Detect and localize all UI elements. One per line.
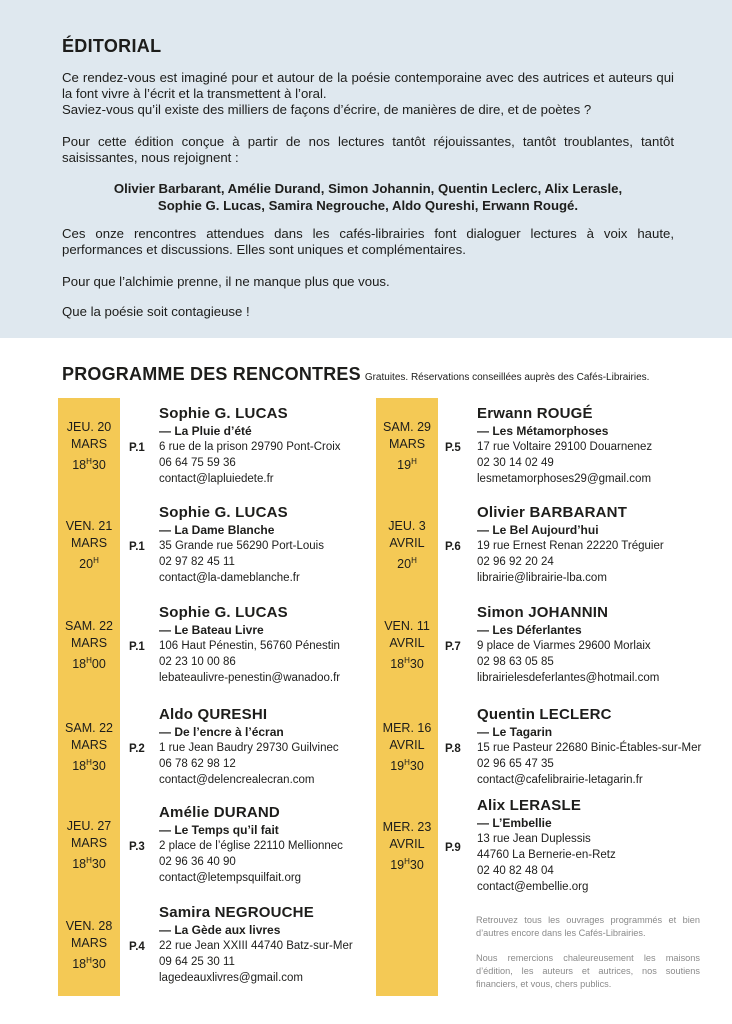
event-email: librairielesdeferlantes@hotmail.com <box>477 672 660 684</box>
event-venue: — Les Métamorphoses <box>477 424 609 438</box>
event-phone: 02 30 14 02 49 <box>477 457 554 469</box>
editorial-paragraph-1b: Saviez-vous qu’il existe des milliers de façons d’écrire, de manières de dire, et de poètes ? <box>62 102 592 117</box>
event-phone: 09 64 25 30 11 <box>159 956 235 968</box>
event-venue: — La Pluie d’été <box>159 424 252 438</box>
event-time-minutes: 30 <box>91 957 106 972</box>
event-day: VEN. 11 <box>384 619 430 633</box>
event-date <box>58 918 120 973</box>
event-page-ref: P.7 <box>445 641 461 653</box>
event-time-minutes: 30 <box>409 759 424 774</box>
event-page-ref: P.1 <box>129 641 145 653</box>
event-author: Aldo QURESHI <box>159 706 268 723</box>
event-address: 1 rue Jean Baudry 29730 Guilvinec <box>159 742 339 754</box>
event-month: MARS <box>388 437 426 451</box>
event-month: AVRIL <box>389 837 425 851</box>
event-day: SAM. 22 <box>65 721 113 735</box>
event-month: MARS <box>70 437 108 451</box>
event-time-hour: 18 <box>72 458 87 473</box>
event-time-h-marker: H <box>86 457 92 466</box>
event-author: Simon JOHANNIN <box>477 604 609 621</box>
event-time-hour: 20 <box>397 557 412 572</box>
editorial-paragraph-2: Pour cette édition conçue à partir de nos lectures tantôt réjouissantes, tantôt troublantes, tantôt saisissantes, nous rejoignent : <box>62 134 674 165</box>
event-page-ref: P.1 <box>129 442 145 454</box>
event-author: Alix LERASLE <box>477 797 582 814</box>
event-page-ref: P.5 <box>445 442 461 454</box>
event-address: 22 rue Jean XXIII 44740 Batz-sur-Mer <box>159 940 353 952</box>
event-time <box>376 853 438 874</box>
event-address: 19 rue Ernest Renan 22220 Tréguier <box>477 540 664 552</box>
event-email: contact@delencrealecran.com <box>159 774 315 786</box>
event-time-h-marker: H <box>404 758 410 767</box>
programme-subtitle: Gratuites. Réservations conseillées auprès des Cafés-Librairies. <box>364 372 650 383</box>
event-email: lebateaulivre-penestin@wanadoo.fr <box>159 672 341 684</box>
event-date <box>376 618 438 673</box>
event-time-minutes: 30 <box>409 858 424 873</box>
event-info <box>159 504 324 586</box>
event-info <box>477 706 701 788</box>
event-time <box>58 552 120 573</box>
event-venue: — La Gède aux livres <box>159 923 281 937</box>
event-day: MER. 16 <box>382 721 432 735</box>
event-address: 13 rue Jean Duplessis <box>477 833 591 845</box>
event-address: 6 rue de la prison 29790 Pont-Croix <box>159 441 341 453</box>
event-time-h-marker: H <box>86 656 92 665</box>
editorial-paragraph-4: Pour que l’alchimie prenne, il ne manque plus que vous. <box>62 274 390 289</box>
event-time-hour: 18 <box>72 857 87 872</box>
event-address: 2 place de l’église 22110 Mellionnec <box>159 840 343 852</box>
event-month: MARS <box>70 536 108 550</box>
event-info <box>159 604 340 686</box>
event-author: Erwann ROUGÉ <box>477 405 593 422</box>
event-month: MARS <box>70 936 108 950</box>
editorial-paragraph-1: Ce rendez-vous est imaginé pour et autour de la poésie contemporaine avec des autrices et auteurs qui la font vivre à l’écrit et la transmettent à l’oral. <box>62 70 674 101</box>
event-date <box>58 419 120 474</box>
event-author: Amélie DURAND <box>159 804 280 821</box>
editorial-paragraph-5: Que la poésie soit contagieuse ! <box>62 304 250 319</box>
event-date <box>376 819 438 874</box>
event-phone: 02 97 82 45 11 <box>159 556 235 568</box>
event-page-ref: P.4 <box>129 941 145 953</box>
event-author: Sophie G. LUCAS <box>159 504 288 521</box>
event-date <box>376 419 438 474</box>
event-venue: — La Dame Blanche <box>159 523 275 537</box>
event-day: JEU. 3 <box>388 519 426 533</box>
event-month: AVRIL <box>389 636 425 650</box>
event-address: 35 Grande rue 56290 Port-Louis <box>159 540 324 552</box>
event-time-hour: 19 <box>390 858 405 873</box>
event-email: librairie@librairie-lba.com <box>477 572 607 584</box>
event-email: contact@la-dameblanche.fr <box>159 572 300 584</box>
event-phone: 02 96 65 47 35 <box>477 758 554 770</box>
event-time-h-marker: H <box>93 556 99 565</box>
event-page-ref: P.1 <box>129 541 145 553</box>
event-time-h-marker: H <box>411 556 417 565</box>
event-email: contact@embellie.org <box>477 881 589 893</box>
event-address-line-2: 44760 La Bernerie-en-Retz <box>477 849 616 861</box>
note-remerciements: Nous remercions chaleureusement les maisons d’édition, les auteurs et autrices, nos soutiens financiers, et vous, chers publics. <box>476 953 700 989</box>
event-time <box>58 754 120 775</box>
event-venue: — Le Bel Aujourd’hui <box>477 523 599 537</box>
note-ouvrages: Retrouvez tous les ouvrages programmés et bien d’autres encore dans les Cafés-Librairies. <box>476 915 700 938</box>
event-email: contact@cafelibrairie-letagarin.fr <box>477 774 643 786</box>
event-time <box>58 952 120 973</box>
event-time <box>376 754 438 775</box>
event-month: AVRIL <box>389 738 425 752</box>
event-email: lagedeauxlivres@gmail.com <box>159 972 303 984</box>
editorial-title: ÉDITORIAL <box>62 36 162 56</box>
date-band-left <box>58 398 120 996</box>
event-venue: — Le Bateau Livre <box>159 623 264 637</box>
event-time-hour: 18 <box>72 657 87 672</box>
event-day: SAM. 22 <box>65 619 113 633</box>
event-day: JEU. 27 <box>66 819 112 833</box>
event-phone: 06 78 62 98 12 <box>159 758 236 770</box>
event-author: Sophie G. LUCAS <box>159 604 288 621</box>
event-phone: 02 23 10 00 86 <box>159 656 236 668</box>
event-date <box>58 720 120 775</box>
event-date <box>376 518 438 573</box>
event-time-h-marker: H <box>404 656 410 665</box>
event-page-ref: P.6 <box>445 541 461 553</box>
event-time-minutes: 30 <box>91 759 106 774</box>
event-date <box>376 720 438 775</box>
event-page-ref: P.3 <box>129 841 145 853</box>
editorial-names-line-2: Sophie G. Lucas, Samira Negrouche, Aldo Qureshi, Erwann Rougé. <box>157 198 579 213</box>
event-day: MER. 23 <box>382 820 432 834</box>
event-time <box>376 453 438 474</box>
event-phone: 02 96 92 20 24 <box>477 556 554 568</box>
event-venue: — L’Embellie <box>477 816 552 830</box>
programme-title: PROGRAMME DES RENCONTRES <box>62 364 361 384</box>
event-time-hour: 18 <box>72 957 87 972</box>
event-time-minutes: 30 <box>91 857 106 872</box>
event-time-hour: 18 <box>72 759 87 774</box>
event-author: Quentin LECLERC <box>477 706 612 723</box>
event-address: 15 rue Pasteur 22680 Binic-Étables-sur-Mer <box>477 742 702 754</box>
event-day: SAM. 29 <box>383 420 431 434</box>
event-date <box>58 618 120 673</box>
editorial-paragraph-3: Ces onze rencontres attendues dans les cafés-librairies font dialoguer lectures à voix haute, performances et discussions. Elles sont uniques et complémentaires. <box>62 226 674 257</box>
event-month: MARS <box>70 636 108 650</box>
event-time <box>376 652 438 673</box>
event-info <box>477 405 652 487</box>
event-time-minutes: 30 <box>91 458 106 473</box>
event-time-hour: 18 <box>390 657 405 672</box>
event-day: VEN. 28 <box>65 919 113 933</box>
event-venue: — Le Tagarin <box>477 725 553 739</box>
event-time <box>376 552 438 573</box>
event-time-h-marker: H <box>86 956 92 965</box>
event-page-ref: P.9 <box>445 842 461 854</box>
event-info <box>477 604 659 686</box>
event-day: VEN. 21 <box>65 519 113 533</box>
event-info <box>159 904 353 986</box>
event-phone: 02 96 36 40 90 <box>159 856 236 868</box>
event-phone: 02 98 63 05 85 <box>477 656 554 668</box>
event-time-h-marker: H <box>86 758 92 767</box>
event-email: lesmetamorphoses29@gmail.com <box>477 473 652 485</box>
event-date <box>58 518 120 573</box>
event-info <box>477 797 616 895</box>
event-day: JEU. 20 <box>66 420 112 434</box>
event-phone: 06 64 75 59 36 <box>159 457 236 469</box>
event-time-hour: 19 <box>390 759 405 774</box>
event-info <box>159 405 341 487</box>
event-email: contact@letempsquilfait.org <box>159 872 302 884</box>
event-time-h-marker: H <box>411 457 417 466</box>
event-time <box>58 852 120 873</box>
event-address: 106 Haut Pénestin, 56760 Pénestin <box>159 640 340 652</box>
event-address: 17 rue Voltaire 29100 Douarnenez <box>477 441 653 453</box>
event-page-ref: P.8 <box>445 743 461 755</box>
programme-heading <box>62 364 649 385</box>
event-venue: — De l’encre à l’écran <box>159 725 284 739</box>
event-time-hour: 19 <box>397 458 412 473</box>
event-month: MARS <box>70 836 108 850</box>
event-page-ref: P.2 <box>129 743 145 755</box>
event-venue: — Le Temps qu’il fait <box>159 823 279 837</box>
event-author: Samira NEGROUCHE <box>159 904 314 921</box>
event-author: Olivier BARBARANT <box>477 504 628 521</box>
event-phone: 02 40 82 48 04 <box>477 865 554 877</box>
event-venue: — Les Déferlantes <box>477 623 582 637</box>
event-date <box>58 818 120 873</box>
event-info <box>159 804 343 886</box>
editorial-names-line-1: Olivier Barbarant, Amélie Durand, Simon Johannin, Quentin Leclerc, Alix Lerasle, <box>113 181 623 196</box>
event-time-h-marker: H <box>86 856 92 865</box>
event-month: AVRIL <box>389 536 425 550</box>
event-time-hour: 20 <box>79 557 94 572</box>
event-time <box>58 453 120 474</box>
event-author: Sophie G. LUCAS <box>159 405 288 422</box>
event-email: contact@lapluiedete.fr <box>159 473 274 485</box>
event-address: 9 place de Viarmes 29600 Morlaix <box>477 640 651 652</box>
event-month: MARS <box>70 738 108 752</box>
event-info <box>159 706 339 788</box>
event-time-h-marker: H <box>404 857 410 866</box>
event-time-minutes: 30 <box>409 657 424 672</box>
event-time <box>58 652 120 673</box>
date-band-right <box>376 398 438 996</box>
event-time-minutes: 00 <box>91 657 106 672</box>
editorial-section <box>0 0 732 338</box>
event-info <box>477 504 664 586</box>
